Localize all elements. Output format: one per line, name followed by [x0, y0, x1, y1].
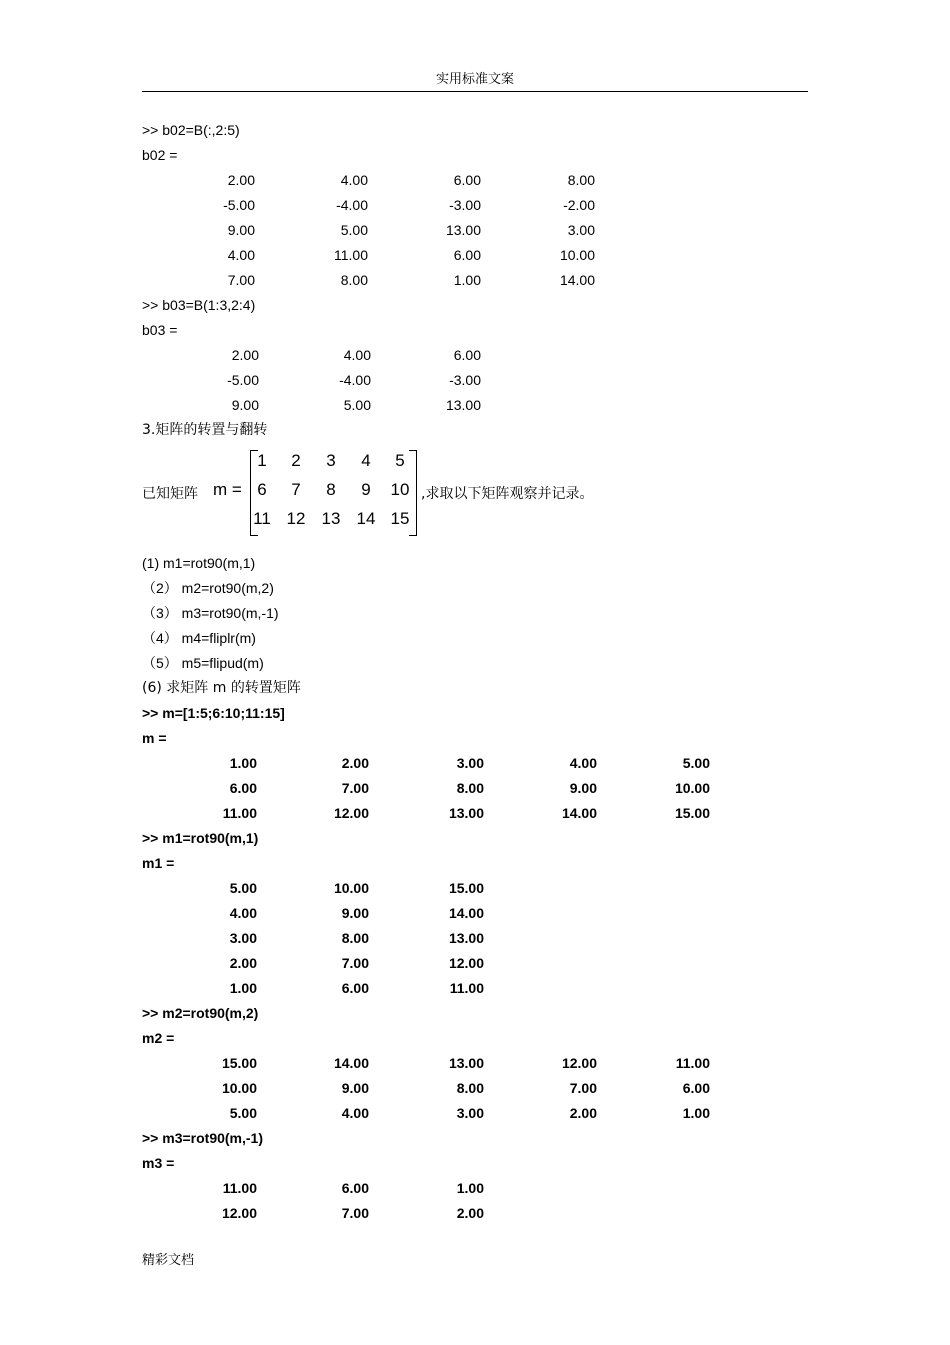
matrix-cell: 13.00 [448, 930, 484, 946]
matrix-row [142, 951, 808, 976]
matrix-row [142, 343, 808, 368]
command-line: >> m3=rot90(m,-1) [142, 1130, 263, 1146]
matrix-cell: 2.00 [456, 1205, 484, 1221]
matrix-row [142, 901, 808, 926]
matrix-cell: 1.00 [229, 755, 257, 771]
matrix-cell: 9.00 [227, 222, 255, 238]
matrix-cell: 7.00 [569, 1080, 597, 1096]
matrix-row [142, 751, 808, 776]
matrix-cell: 14.00 [333, 1055, 369, 1071]
matrix-cell: 11.00 [222, 805, 257, 821]
matrix-entry: 9 [361, 480, 371, 499]
matrix-cell: 3.00 [567, 222, 595, 238]
document-body [142, 118, 808, 1226]
matrix-cell: -5.00 [227, 372, 259, 388]
command-line: （3） m3=rot90(m,-1) [142, 605, 279, 621]
equation-lhs: m = [213, 480, 242, 499]
matrix-cell: 8.00 [456, 780, 484, 796]
matrix-cell: 4.00 [569, 755, 597, 771]
matrix-cell: 4.00 [229, 905, 257, 921]
matrix-cell: 7.00 [227, 272, 255, 288]
matrix-cell: 9.00 [231, 397, 259, 413]
matrix-cell: 6.00 [341, 1180, 369, 1196]
command-line: >> b03=B(1:3,2:4) [142, 297, 256, 313]
matrix-entry: 3 [326, 451, 336, 470]
matrix-cell: 8.00 [567, 172, 595, 188]
matrix-row [142, 168, 808, 193]
matrix-cell: 7.00 [341, 955, 369, 971]
matrix-cell: -4.00 [336, 197, 368, 213]
command-line: m3 = [142, 1155, 175, 1171]
matrix-cell: 1.00 [682, 1105, 710, 1121]
matrix-cell: 14.00 [448, 905, 484, 921]
matrix-output [142, 1176, 808, 1226]
matrix-cell: 7.00 [341, 1205, 369, 1221]
command-line: (1) m1=rot90(m,1) [142, 555, 256, 571]
matrix-entry: 10 [390, 480, 410, 499]
command-line: >> m2=rot90(m,2) [142, 1005, 259, 1021]
matrix-entry: 1 [257, 451, 267, 470]
page-footer-text: 精彩文档 [142, 1253, 195, 1268]
matrix-cell: 14.00 [561, 805, 597, 821]
matrix-entry: 8 [326, 480, 336, 499]
matrix-row [142, 268, 808, 293]
command-line: b03 = [142, 322, 178, 338]
command-line: m2 = [142, 1030, 175, 1046]
command-line: （2） m2=rot90(m,2) [142, 580, 274, 596]
matrix-cell: 13.00 [445, 222, 481, 238]
matrix-cell: 2.00 [569, 1105, 597, 1121]
matrix-cell: 12.00 [333, 805, 369, 821]
matrix-entry: 5 [395, 451, 405, 470]
matrix-cell: 7.00 [341, 780, 369, 796]
matrix-cell: 10.00 [333, 880, 369, 896]
matrix-cell: 9.00 [341, 1080, 369, 1096]
matrix-cell: 9.00 [341, 905, 369, 921]
matrix-cell: -3.00 [449, 197, 481, 213]
matrix-row [142, 393, 808, 418]
matrix-cell: 4.00 [227, 247, 255, 263]
command-line: >> b02=B(:,2:5) [142, 122, 240, 138]
matrix-entry: 13 [321, 509, 341, 528]
matrix-output [142, 751, 808, 826]
matrix-cell: 12.00 [561, 1055, 597, 1071]
matrix-row [142, 218, 808, 243]
matrix-cell: 15.00 [448, 880, 484, 896]
matrix-equation [142, 447, 808, 543]
matrix-cell: 11.00 [449, 980, 484, 996]
command-line: m1 = [142, 855, 175, 871]
matrix-cell: 14.00 [559, 272, 595, 288]
matrix-cell: 4.00 [343, 347, 371, 363]
matrix-row [142, 193, 808, 218]
matrix-entry: 14 [356, 509, 376, 528]
matrix-row [142, 243, 808, 268]
matrix-cell: 6.00 [229, 780, 257, 796]
matrix-cell: 5.00 [229, 1105, 257, 1121]
command-line: （4） m4=fliplr(m) [142, 630, 256, 646]
matrix-row [142, 1176, 808, 1201]
matrix-cell: 4.00 [341, 1105, 369, 1121]
matrix-cell: 3.00 [456, 1105, 484, 1121]
command-line: （5） m5=flipud(m) [142, 655, 264, 671]
right-bracket [409, 450, 417, 536]
matrix-cell: 8.00 [456, 1080, 484, 1096]
matrix-cell: 11.00 [334, 247, 368, 263]
matrix-cell: 1.00 [229, 980, 257, 996]
matrix-output [142, 876, 808, 1001]
matrix-cell: 12.00 [448, 955, 484, 971]
command-line: (6) 求矩阵 m 的转置矩阵 [142, 680, 301, 696]
matrix-row [142, 1201, 808, 1226]
matrix-cell: 11.00 [222, 1180, 257, 1196]
matrix-cell: 13.00 [448, 1055, 484, 1071]
command-line: >> m=[1:5;6:10;11:15] [142, 705, 285, 721]
matrix-cell: 5.00 [682, 755, 710, 771]
matrix-cell: 6.00 [453, 347, 481, 363]
matrix-entry: 7 [291, 480, 301, 499]
matrix-cell: 9.00 [569, 780, 597, 796]
matrix-cell: 11.00 [675, 1055, 710, 1071]
matrix-cell: -4.00 [339, 372, 371, 388]
matrix-cell: 13.00 [448, 805, 484, 821]
matrix-entry: 15 [390, 509, 410, 528]
matrix-entry: 11 [253, 509, 271, 528]
command-line: >> m1=rot90(m,1) [142, 830, 259, 846]
matrix-cell: 10.00 [221, 1080, 257, 1096]
command-line: b02 = [142, 147, 178, 163]
matrix-cell: 2.00 [227, 172, 255, 188]
matrix-cell: 15.00 [221, 1055, 257, 1071]
matrix-cell: 13.00 [445, 397, 481, 413]
matrix-cell: 6.00 [682, 1080, 710, 1096]
matrix-cell: 12.00 [221, 1205, 257, 1221]
matrix-cell: 3.00 [456, 755, 484, 771]
matrix-cell: -5.00 [223, 197, 255, 213]
matrix-cell: 3.00 [229, 930, 257, 946]
matrix-entry: 4 [361, 451, 371, 470]
matrix-cell: 5.00 [343, 397, 371, 413]
page-header-title: 实用标准文案 [435, 72, 514, 87]
matrix-output [142, 1051, 808, 1126]
command-line: 3.矩阵的转置与翻转 [142, 422, 268, 438]
matrix-cell: 2.00 [231, 347, 259, 363]
equation-suffix: ,求取以下矩阵观察并记录。 [421, 486, 594, 502]
equation-prefix: 已知矩阵 [142, 486, 198, 502]
matrix-row [142, 776, 808, 801]
matrix-cell: 10.00 [559, 247, 595, 263]
matrix-cell: 6.00 [341, 980, 369, 996]
matrix-row [142, 876, 808, 901]
matrix-cell: 15.00 [674, 805, 710, 821]
matrix-cell: -2.00 [563, 197, 595, 213]
matrix-row [142, 801, 808, 826]
matrix-output [142, 168, 808, 293]
matrix-cell: 1.00 [456, 1180, 484, 1196]
command-line: m = [142, 730, 167, 746]
matrix-row [142, 1101, 808, 1126]
matrix-cell: 10.00 [674, 780, 710, 796]
matrix-cell: 5.00 [229, 880, 257, 896]
matrix-output [142, 343, 808, 418]
matrix-cell: 1.00 [453, 272, 481, 288]
matrix-row [142, 926, 808, 951]
matrix-entry: 6 [257, 480, 267, 499]
matrix-cell: 8.00 [341, 930, 369, 946]
header-divider [142, 91, 808, 92]
matrix-cell: 6.00 [453, 172, 481, 188]
matrix-cell: 2.00 [229, 955, 257, 971]
matrix-row [142, 976, 808, 1001]
matrix-row [142, 368, 808, 393]
matrix-row [142, 1051, 808, 1076]
matrix-row [142, 1076, 808, 1101]
matrix-entry: 12 [286, 509, 306, 528]
matrix-cell: 8.00 [340, 272, 368, 288]
matrix-cell: 5.00 [340, 222, 368, 238]
matrix-cell: 4.00 [340, 172, 368, 188]
matrix-cell: -3.00 [449, 372, 481, 388]
matrix-entry: 2 [291, 451, 301, 470]
matrix-cell: 2.00 [341, 755, 369, 771]
matrix-cell: 6.00 [453, 247, 481, 263]
